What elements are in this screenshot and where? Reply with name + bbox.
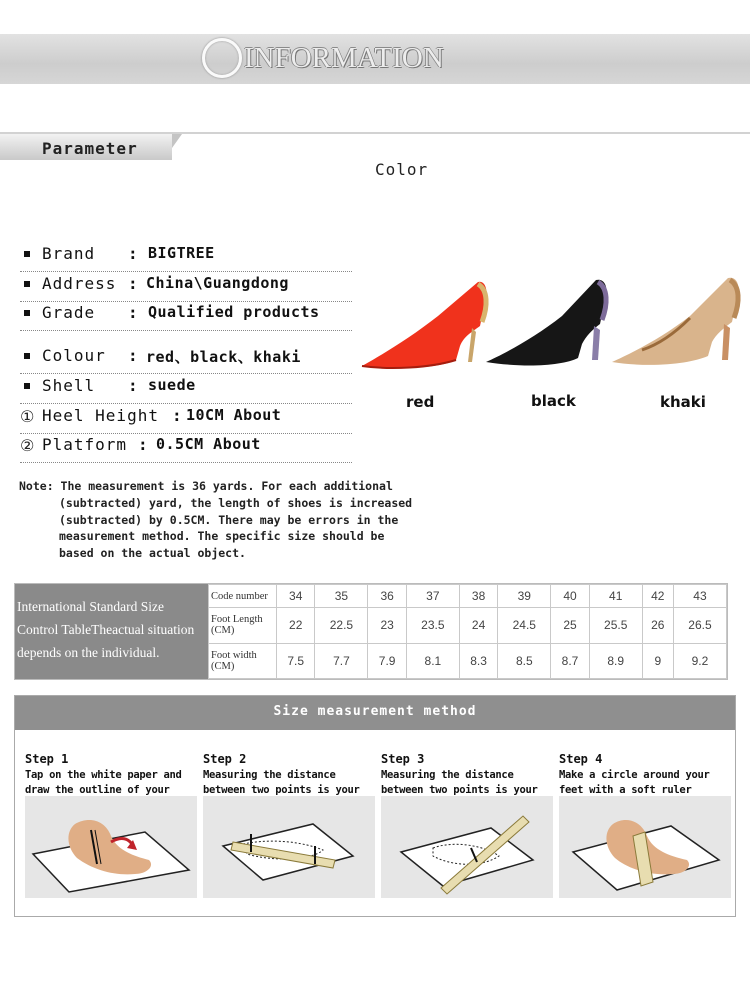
- table-cell: 37: [406, 585, 459, 608]
- step-title: Step 2: [203, 752, 247, 766]
- table-cell: 40: [551, 585, 589, 608]
- note-rest: (subtracted) yard, the length of shoes is increased (subtracted) by 0.5CM. There may be errors in the measurement method. The specific size should be based on the actual object.: [59, 495, 413, 561]
- row-header: Foot width (CM): [209, 643, 277, 678]
- table-cell: 8.3: [459, 643, 497, 678]
- spec-row-heel-height: [20, 404, 352, 434]
- divider: [0, 132, 750, 134]
- spec-key: Address: [42, 274, 117, 293]
- spec-row-colour: [20, 344, 352, 374]
- spec-key: Brand: [42, 244, 96, 263]
- table-cell: 7.5: [277, 643, 315, 678]
- table-row-code: [209, 585, 727, 608]
- spec-value: 0.5CM About: [156, 435, 261, 453]
- spec-row-brand: [20, 242, 352, 272]
- spec-key: Platform: [42, 435, 128, 454]
- spec-value: 10CM About: [186, 406, 282, 424]
- red-pump-image: [360, 276, 490, 376]
- spec-row-grade: [20, 301, 352, 331]
- table-cell: 26: [642, 608, 673, 643]
- spec-colon: :: [172, 406, 182, 425]
- step-4: [559, 752, 735, 902]
- bullet-icon: [24, 383, 30, 389]
- table-cell: 41: [589, 585, 642, 608]
- table-cell: 8.9: [589, 643, 642, 678]
- table-cell: 22: [277, 608, 315, 643]
- spec-key: Colour: [42, 346, 106, 365]
- measurement-panel: [14, 695, 736, 917]
- intro-line: International Standard Size: [17, 599, 164, 614]
- table-cell: 9.2: [673, 643, 726, 678]
- table-cell: 36: [368, 585, 406, 608]
- parameter-label: Parameter: [42, 139, 138, 158]
- table-cell: 26.5: [673, 608, 726, 643]
- table-cell: 25.5: [589, 608, 642, 643]
- table-row-length: [209, 608, 727, 643]
- table-cell: 8.1: [406, 643, 459, 678]
- note-lead: Note: The measurement is 36 yards. For each additional: [19, 479, 393, 493]
- color-label-khaki: khaki: [660, 393, 706, 411]
- tab-notch: [172, 134, 182, 148]
- spec-value: China\Guangdong: [146, 274, 289, 292]
- table-cell: 7.9: [368, 643, 406, 678]
- page-title: INFORMATION: [244, 42, 444, 74]
- table-cell: 43: [673, 585, 726, 608]
- step-title: Step 4: [559, 752, 603, 766]
- intro-line: depends on the individual.: [17, 645, 160, 660]
- spec-colon: :: [128, 303, 138, 322]
- soft-ruler-foot-icon: [559, 796, 731, 898]
- intro-line: Control TableTheactual situation: [17, 622, 195, 637]
- size-table: [14, 583, 728, 680]
- spec-key: Heel Height: [42, 406, 159, 425]
- bullet-icon: [24, 281, 30, 287]
- table-cell: 9: [642, 643, 673, 678]
- ring-icon: [202, 38, 242, 78]
- size-grid: [208, 584, 727, 679]
- measurement-header: [15, 696, 735, 730]
- spec-row-shell: [20, 374, 352, 404]
- step-text: Make a circle around your feet with a soft ruler: [559, 769, 710, 796]
- spec-key: Grade: [42, 303, 96, 322]
- circled-number-1: ①: [20, 407, 35, 426]
- spec-colon: :: [138, 435, 148, 454]
- table-cell: 22.5: [315, 608, 368, 643]
- spec-colon: :: [128, 274, 138, 293]
- bullet-icon: [24, 353, 30, 359]
- foot-width-ruler-icon: [381, 796, 553, 898]
- measurement-note: [19, 478, 419, 562]
- spec-colon: :: [128, 376, 138, 395]
- table-cell: 25: [551, 608, 589, 643]
- spec-row-platform: [20, 433, 352, 463]
- black-pump-image: [484, 276, 614, 376]
- khaki-pump-image: [610, 270, 745, 370]
- step-3: [381, 752, 557, 902]
- table-cell: 39: [498, 585, 551, 608]
- spec-value: suede: [148, 376, 196, 394]
- spec-value: red、black、khaki: [146, 348, 301, 366]
- spec-colon: :: [128, 346, 138, 365]
- spec-value: Qualified products: [148, 303, 320, 321]
- table-cell: 42: [642, 585, 673, 608]
- header-banner: [0, 34, 750, 84]
- table-cell: 8.7: [551, 643, 589, 678]
- table-cell: 35: [315, 585, 368, 608]
- color-heading: Color: [375, 160, 429, 179]
- row-header: Code number: [209, 585, 277, 608]
- bullet-icon: [24, 251, 30, 257]
- table-cell: 23: [368, 608, 406, 643]
- bullet-icon: [24, 310, 30, 316]
- measurement-title: Size measurement method: [273, 704, 477, 719]
- color-label-black: black: [531, 392, 576, 410]
- step-text: Tap on the white paper and draw the outline of your: [25, 769, 182, 796]
- step-1: [25, 752, 201, 902]
- spec-colon: :: [128, 244, 138, 263]
- circled-number-2: ②: [20, 436, 35, 455]
- table-cell: 7.7: [315, 643, 368, 678]
- color-label-red: red: [406, 393, 435, 411]
- spec-key: Shell: [42, 376, 96, 395]
- table-cell: 8.5: [498, 643, 551, 678]
- size-table-intro: [15, 584, 208, 679]
- step-title: Step 1: [25, 752, 69, 766]
- table-cell: 38: [459, 585, 497, 608]
- table-row-width: [209, 643, 727, 678]
- table-cell: 23.5: [406, 608, 459, 643]
- foot-outline-icon: [25, 796, 197, 898]
- table-cell: 34: [277, 585, 315, 608]
- table-cell: 24: [459, 608, 497, 643]
- table-cell: 24.5: [498, 608, 551, 643]
- step-2: [203, 752, 379, 902]
- step-text: Measuring the distance between two points is your: [203, 769, 360, 796]
- spec-value: BIGTREE: [148, 244, 215, 262]
- row-header: Foot Length (CM): [209, 608, 277, 643]
- step-title: Step 3: [381, 752, 425, 766]
- step-text: Measuring the distance between two points is your: [381, 769, 538, 796]
- foot-length-ruler-icon: [203, 796, 375, 898]
- spec-row-address: [20, 272, 352, 302]
